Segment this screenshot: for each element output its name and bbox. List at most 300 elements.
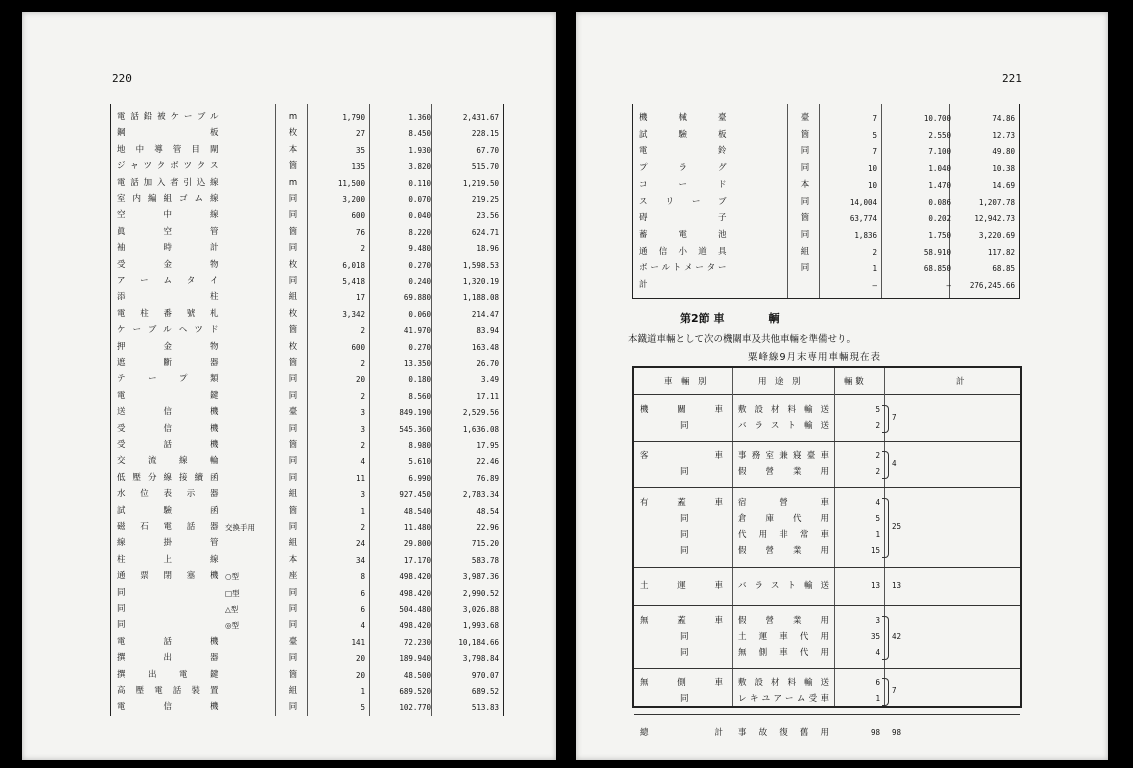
vehicle-count: 4: [875, 647, 880, 657]
item-amount: 513.83: [471, 703, 499, 713]
item-amount: 276,245.66: [969, 281, 1015, 290]
item-amount: 76.89: [476, 473, 499, 483]
group-brace: [882, 616, 889, 660]
vehicle-row: [634, 527, 1020, 543]
item-name: 交流線輪: [117, 456, 219, 467]
ledger-row: [633, 177, 1019, 194]
item-quantity: 2: [360, 359, 365, 368]
item-amount: 3,026.88: [462, 605, 499, 614]
item-amount: 214.47: [471, 309, 499, 319]
vehicle-row: [634, 725, 1020, 741]
item-unit-price: 8.220: [408, 227, 431, 237]
item-unit: 枚: [288, 259, 298, 270]
item-name: 同: [117, 587, 127, 598]
item-unit-price: 1.040: [928, 164, 951, 174]
item-name: 機械臺: [639, 113, 727, 123]
item-quantity: 11: [355, 473, 365, 483]
vehicle-usage: バラスト輸送: [738, 581, 830, 591]
item-quantity: 20: [355, 375, 365, 385]
group-total: 13: [892, 581, 902, 590]
item-name: 鋼板: [117, 128, 219, 139]
item-amount: 515.70: [471, 162, 499, 172]
vehicle-usage: 宿營車: [738, 498, 830, 508]
item-quantity: 24: [355, 539, 365, 549]
item-unit: 組: [288, 292, 298, 303]
item-name: 電柱番號札: [117, 308, 219, 319]
item-amount: 17.95: [476, 441, 499, 450]
item-unit: 枚: [288, 341, 298, 352]
item-unit-price: 13.350: [403, 359, 431, 368]
vehicle-usage: 事故復舊用: [738, 728, 830, 738]
vehicle-table: [632, 366, 1022, 738]
item-quantity: 2: [872, 247, 877, 257]
item-unit: 箇: [800, 129, 810, 140]
item-amount: 163.48: [471, 342, 499, 352]
vehicle-usage: 敷設材料輸送: [738, 678, 830, 688]
item-amount: 10,184.66: [458, 637, 499, 647]
item-unit: 同: [288, 620, 298, 631]
vehicle-usage: 無側車代用: [738, 647, 830, 658]
item-quantity: 20: [355, 654, 365, 664]
item-unit: 臺: [800, 113, 810, 123]
item-name: 高壓電話裝置: [117, 686, 219, 696]
ledger-row: [633, 160, 1019, 177]
item-unit: 箇: [288, 358, 298, 368]
item-amount: 715.20: [471, 539, 499, 549]
item-quantity: 2: [360, 391, 365, 401]
vehicle-count: 1: [875, 694, 880, 703]
item-quantity: 76: [355, 227, 365, 237]
vehicle-count: 2: [875, 467, 880, 476]
item-amount: 3,220.69: [978, 230, 1015, 240]
item-unit: 箇: [288, 440, 298, 450]
item-name: 電話機: [117, 636, 219, 647]
item-amount: 49.80: [992, 147, 1015, 157]
item-unit-price: 0.180: [408, 375, 431, 385]
section-heading: 第2節 車 輌: [680, 312, 780, 325]
vehicle-count: 5: [875, 405, 880, 414]
item-unit-price: 41.970: [403, 326, 431, 336]
item-name: 低壓分線接續函: [117, 472, 219, 483]
item-unit-price: 8.560: [408, 391, 431, 401]
left-page: [22, 12, 556, 760]
item-quantity: 27: [355, 129, 365, 139]
item-name: 送信機: [117, 407, 219, 418]
item-quantity: 2: [360, 326, 365, 336]
item-name: ジャツクボツクス: [117, 161, 219, 172]
item-amount: 48.54: [476, 506, 499, 516]
ledger-row: [633, 194, 1019, 211]
item-unit-price: 0.110: [408, 178, 431, 188]
intro-text: 本鐵道車輛として次の機關車及共他車輛を準備せり。: [628, 334, 857, 345]
item-unit: 臺: [288, 636, 298, 647]
item-unit-price: 3.820: [408, 162, 431, 172]
item-quantity: 2: [360, 244, 365, 254]
item-amount: 1,993.68: [462, 621, 499, 631]
vehicle-table-header: [634, 368, 1020, 395]
item-unit-price: 0.202: [928, 214, 951, 224]
item-amount: 1,219.50: [462, 178, 499, 188]
item-unit-price: 69.880: [403, 293, 431, 303]
item-quantity: 1,790: [342, 113, 365, 122]
group-total: 7: [892, 686, 897, 695]
item-unit: 同: [288, 522, 298, 532]
item-amount: 17.11: [476, 391, 499, 401]
item-amount: 10.38: [992, 164, 1015, 174]
item-amount: 83.94: [476, 326, 499, 336]
item-quantity: 5: [360, 703, 365, 713]
vehicle-row: [634, 511, 1020, 527]
item-amount: 14.69: [992, 180, 1015, 190]
item-quantity: 35: [355, 145, 365, 155]
item-unit: 本: [288, 554, 298, 565]
vehicle-type: 有 蓋 車: [640, 498, 724, 508]
ledger-row: [633, 110, 1019, 127]
item-amount: 12,942.73: [974, 214, 1015, 224]
item-unit-price: 498.420: [399, 621, 431, 631]
item-quantity: 5: [872, 130, 877, 140]
item-unit-price: 927.450: [399, 490, 431, 500]
vehicle-count: 3: [875, 615, 880, 625]
item-amount: 970.07: [471, 670, 499, 680]
item-unit: 組: [288, 686, 298, 696]
vehicle-count: 4: [875, 498, 880, 507]
item-quantity: 3,200: [342, 195, 365, 204]
vehicle-row: [634, 448, 1020, 464]
vehicle-table-title: 粟峰線9月末専用車輛現在表: [748, 352, 882, 363]
item-unit-price: 504.480: [399, 605, 431, 614]
item-unit: 同: [800, 229, 810, 240]
vehicle-usage: 土運車代用: [738, 631, 830, 642]
item-quantity: 2: [360, 441, 365, 450]
item-name: テープ類: [117, 374, 219, 385]
vehicle-usage: 假營業用: [738, 467, 830, 477]
header-vehicle-type: 車 輛 別: [664, 377, 707, 387]
item-unit: 箇: [288, 325, 298, 336]
item-unit: 同: [288, 423, 298, 434]
item-unit: 同: [288, 456, 298, 467]
item-amount: 3,798.84: [462, 654, 499, 664]
item-amount: 1,598.53: [462, 260, 499, 270]
item-unit-price: 1.750: [928, 230, 951, 240]
item-quantity: 3: [360, 408, 365, 418]
item-quantity: 1: [872, 264, 877, 274]
vehicle-type: 同: [680, 530, 689, 540]
item-unit: 同: [288, 604, 298, 614]
item-unit-price: 545.360: [399, 424, 431, 434]
item-note: 交換手用: [225, 523, 255, 532]
item-unit: 同: [288, 243, 298, 254]
vehicle-group: [634, 487, 1020, 568]
item-quantity: 17: [355, 293, 365, 303]
item-name: 計: [639, 280, 649, 290]
item-amount: 624.71: [471, 227, 499, 237]
vehicle-count: 13: [870, 581, 880, 590]
item-quantity: 7: [872, 147, 877, 157]
vehicle-group: [634, 441, 1020, 488]
item-unit-price: 689.520: [399, 687, 431, 696]
item-name: 電話加入者引込線: [117, 177, 219, 188]
item-unit-price: 0.060: [408, 309, 431, 319]
item-note: ◎型: [225, 621, 240, 631]
vehicle-count: 2: [875, 421, 880, 430]
vehicle-usage: 倉庫代用: [738, 514, 830, 524]
item-unit: 同: [800, 163, 810, 174]
group-total: 42: [892, 631, 902, 641]
item-unit: m: [288, 112, 298, 122]
item-amount: 228.15: [471, 129, 499, 139]
item-unit: 同: [288, 702, 298, 713]
item-unit-price: 10.700: [923, 114, 951, 123]
ledger-row: [633, 210, 1019, 227]
item-unit-price: 0.070: [408, 195, 431, 204]
item-unit-price: 8.450: [408, 129, 431, 139]
item-unit-price: 0.270: [408, 260, 431, 270]
item-name: ケーブルヘツド: [117, 325, 219, 336]
ledger-row: [633, 260, 1019, 277]
item-amount: 1,188.08: [462, 293, 499, 303]
item-unit: 同: [288, 653, 298, 664]
vehicle-type: 無 蓋 車: [640, 615, 724, 626]
ledger-row: [633, 244, 1019, 261]
item-amount: 12.73: [992, 130, 1015, 140]
item-name: 試驗函: [117, 505, 219, 516]
item-quantity: 34: [355, 555, 365, 565]
item-unit: 同: [288, 194, 298, 204]
item-unit: 箇: [288, 161, 298, 172]
item-quantity: 5,418: [342, 277, 365, 286]
vehicle-type: 同: [680, 421, 689, 431]
vehicle-usage: レキユアーム受車: [738, 694, 830, 704]
item-name: 押金物: [117, 341, 219, 352]
item-unit: 箇: [288, 505, 298, 516]
group-total: 7: [892, 413, 897, 422]
item-name: 受金物: [117, 259, 219, 270]
item-unit: 座: [288, 571, 298, 582]
item-name: 通票閉塞機: [117, 571, 219, 582]
vehicle-row: [634, 495, 1020, 511]
item-unit: 組: [288, 538, 298, 549]
item-unit-price: 498.420: [399, 572, 431, 582]
item-name: 袖時計: [117, 243, 219, 254]
item-note: □型: [225, 588, 240, 598]
item-amount: 68.85: [992, 264, 1015, 274]
item-quantity: 6: [360, 588, 365, 598]
item-amount: 117.82: [987, 247, 1015, 257]
item-unit-price: 1.930: [408, 145, 431, 155]
vehicle-group: [634, 668, 1020, 715]
vehicle-type: 同: [680, 546, 689, 556]
item-quantity: 1: [360, 506, 365, 516]
header-count: 輛 數: [844, 377, 864, 387]
item-quantity: 10: [867, 180, 877, 190]
vehicle-usage: 假營業用: [738, 615, 830, 626]
item-unit-price: 8.980: [408, 441, 431, 450]
vehicle-usage: 敷設材料輸送: [738, 405, 830, 415]
item-name: アームタイ: [117, 276, 219, 286]
item-unit: 臺: [288, 407, 298, 418]
item-quantity: 2: [360, 523, 365, 532]
item-unit: 箇: [288, 669, 298, 680]
vehicle-count: 98: [870, 728, 880, 737]
item-quantity: 1,836: [854, 230, 877, 240]
vehicle-count: 1: [875, 530, 880, 539]
materials-ledger-left: [110, 104, 504, 716]
item-amount: 689.52: [471, 687, 499, 696]
item-note: △型: [225, 605, 239, 614]
vehicle-row: [634, 578, 1020, 594]
item-unit: 同: [288, 276, 298, 286]
item-unit: 枚: [288, 128, 298, 139]
item-name: 電鈴: [639, 146, 727, 157]
vehicle-type: 同: [680, 694, 689, 704]
item-name: 遮斷器: [117, 358, 219, 368]
item-quantity: 3: [360, 490, 365, 500]
item-unit: 同: [288, 390, 298, 401]
item-name: コード: [639, 179, 727, 190]
group-brace: [882, 678, 889, 706]
vehicle-type: 無 側 車: [640, 678, 724, 688]
item-quantity: 7: [872, 114, 877, 123]
item-amount: 219.25: [471, 195, 499, 204]
item-amount: 2,990.52: [462, 588, 499, 598]
item-unit-price: 48.540: [403, 506, 431, 516]
item-quantity: 135: [351, 162, 365, 172]
item-unit-price: 72.230: [403, 637, 431, 647]
vehicle-row: [634, 629, 1020, 645]
item-name: 同: [117, 620, 127, 631]
group-total: 4: [892, 459, 897, 468]
item-amount: 2,529.56: [462, 408, 499, 418]
item-unit: 同: [800, 196, 810, 207]
vehicle-row: [634, 543, 1020, 559]
group-total: 25: [892, 522, 902, 531]
vehicle-row: [634, 691, 1020, 707]
item-unit: 同: [800, 263, 810, 274]
vehicle-row: [634, 418, 1020, 434]
item-unit-price: 2.550: [928, 130, 951, 140]
item-quantity: 11,500: [337, 178, 365, 188]
page-number-left: 220: [112, 72, 132, 85]
item-unit-price: 5.610: [408, 457, 431, 467]
item-name: 添柱: [117, 292, 219, 303]
item-unit-price: 0.270: [408, 342, 431, 352]
item-name: 柱上線: [117, 554, 219, 565]
vehicle-usage: 代用非常車: [738, 530, 830, 540]
item-name: 撰出器: [117, 653, 219, 664]
item-quantity: 6,018: [342, 260, 365, 270]
vehicle-count: 15: [870, 546, 880, 555]
vehicle-type: 同: [680, 514, 689, 524]
item-quantity: 1: [360, 687, 365, 696]
item-quantity: 3: [360, 424, 365, 434]
vehicle-usage: 事務室兼寢臺車: [738, 451, 830, 461]
item-unit-price: 498.420: [399, 588, 431, 598]
group-brace: [882, 498, 889, 558]
item-quantity: 10: [867, 164, 877, 174]
vehicle-type: 總 計: [640, 728, 724, 738]
item-quantity: 141: [351, 637, 365, 647]
item-amount: 2,431.67: [462, 113, 499, 122]
item-unit: 同: [800, 146, 810, 157]
item-unit-price: 0.040: [408, 211, 431, 221]
item-unit: 枚: [288, 308, 298, 319]
vehicle-usage: 假營業用: [738, 546, 830, 556]
vehicle-type: 客 車: [640, 451, 724, 461]
ledger-row: [111, 698, 503, 717]
item-name: 受信機: [117, 423, 219, 434]
item-name: ボールトメーター: [639, 263, 727, 274]
item-name: スリーブ: [639, 196, 727, 207]
vehicle-type: 機 關 車: [640, 405, 724, 415]
vehicle-type: 同: [680, 467, 689, 477]
item-amount: 2,783.34: [462, 490, 499, 500]
header-usage: 用 途 別: [758, 377, 801, 387]
vehicle-row: [634, 675, 1020, 691]
item-unit-price: 102.770: [399, 703, 431, 713]
vehicle-count: 5: [875, 514, 880, 523]
item-unit: 組: [288, 489, 298, 500]
vehicle-row: [634, 402, 1020, 418]
item-unit: 同: [288, 472, 298, 483]
item-amount: 74.86: [992, 114, 1015, 123]
item-unit: 同: [288, 210, 298, 221]
item-unit-price: 189.940: [399, 654, 431, 664]
item-amount: 1,636.08: [462, 424, 499, 434]
item-unit-price: 0.240: [408, 277, 431, 286]
item-name: 同: [117, 604, 127, 614]
item-unit-price: 11.480: [403, 523, 431, 532]
ledger-total-row: [633, 277, 1019, 294]
item-quantity: 63,774: [849, 214, 877, 224]
item-name: 蓄電池: [639, 229, 727, 240]
vehicle-group: [634, 567, 1020, 606]
item-note: ○型: [225, 572, 240, 582]
item-amount: 67.70: [476, 145, 499, 155]
ledger-row: [633, 227, 1019, 244]
vehicle-count: 6: [875, 678, 880, 687]
group-brace: [882, 451, 889, 479]
item-quantity: —: [872, 281, 877, 290]
vehicle-count: 2: [875, 451, 880, 460]
item-amount: 18.96: [476, 244, 499, 254]
vehicle-usage: バラスト輸送: [738, 421, 830, 431]
item-quantity: 8: [360, 572, 365, 582]
item-name: 電信機: [117, 702, 219, 713]
item-unit-price: 17.170: [403, 555, 431, 565]
item-name: 電話鉛被ケーブル: [117, 112, 219, 122]
item-name: 線掛管: [117, 538, 219, 549]
item-amount: 1,207.78: [978, 197, 1015, 207]
item-unit-price: 6.990: [408, 473, 431, 483]
item-name: 室内編組ゴム線: [117, 194, 219, 204]
item-amount: 3,987.36: [462, 572, 499, 582]
vehicle-row: [634, 645, 1020, 661]
item-name: 電鍵: [117, 390, 219, 401]
vehicle-row: [634, 464, 1020, 480]
item-quantity: 20: [355, 670, 365, 680]
item-quantity: 4: [360, 621, 365, 631]
item-unit-price: 1.360: [408, 113, 431, 122]
item-unit-price: 849.190: [399, 408, 431, 418]
item-name: プラグ: [639, 163, 727, 174]
header-total: 計: [956, 377, 965, 387]
item-amount: 22.96: [476, 523, 499, 532]
item-quantity: 4: [360, 457, 365, 467]
item-unit-price: 58.910: [923, 247, 951, 257]
item-name: 磁石電話器: [117, 522, 219, 532]
item-quantity: 600: [351, 211, 365, 221]
